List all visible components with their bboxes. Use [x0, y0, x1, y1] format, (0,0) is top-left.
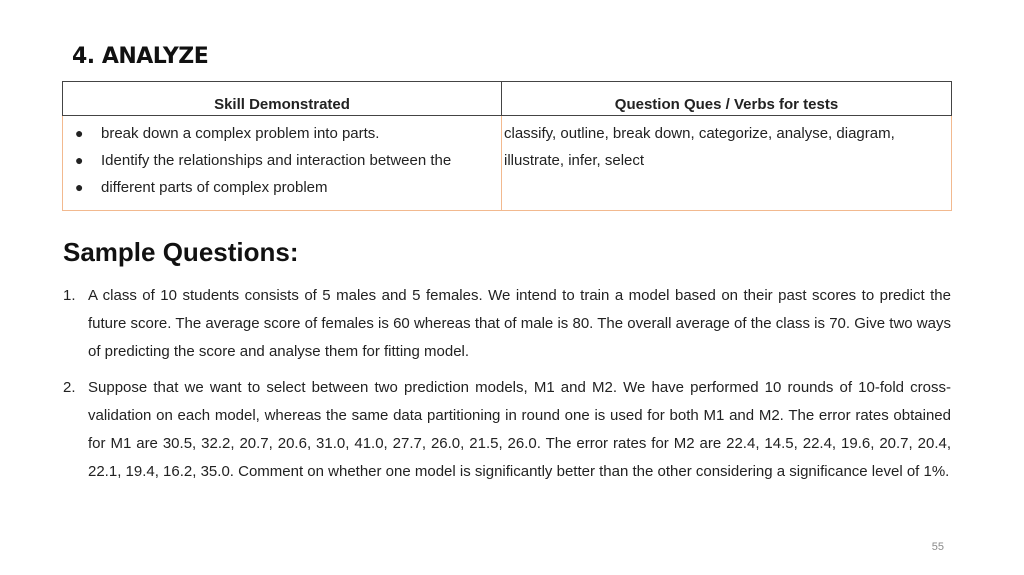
list-item [75, 174, 501, 201]
bullet-icon: ● [75, 125, 84, 141]
slide-title: 4. ANALYZE [72, 44, 209, 69]
skill-text: different parts of complex problem [101, 179, 328, 196]
questions-list [63, 282, 951, 494]
header-question-verbs: Question Ques / Verbs for tests [502, 82, 952, 116]
skill-list [63, 116, 501, 201]
skills-cell [63, 116, 502, 211]
bullet-icon: ● [75, 179, 84, 195]
page-number: 55 [931, 541, 944, 553]
verbs-cell [502, 116, 952, 211]
bullet-icon: ● [75, 152, 84, 168]
question-text: A class of 10 students consists of 5 males and 5 females. We intend to train a model based on their past scores to predict the future score. The average score of females is 60 whereas that of male is 80. The overall average of the class is 70. Give two ways of predicting the score and analyse them for fitting model. [88, 287, 951, 360]
table-row [63, 116, 952, 211]
skills-table [62, 81, 952, 211]
list-item [75, 120, 501, 147]
skill-text: Identify the relationships and interaction between the [101, 152, 452, 169]
question-number: 2. [63, 379, 76, 396]
sample-questions-heading: Sample Questions: [63, 237, 299, 267]
skill-text: break down a complex problem into parts. [101, 125, 380, 142]
question-text: Suppose that we want to select between two prediction models, M1 and M2. We have performed 10 rounds of 10-fold cross-validation on each model, whereas the same data partitioning in round one is used for both M1 and M2. The error rates obtained for M1 are 30.5, 32.2, 20.7, 20.6, 31.0, 41.0, 27.7, 26.0, 21.5, 26.0. The error rates for M2 are 22.4, 14.5, 22.4, 19.6, 20.7, 20.4, 22.1, 19.4, 16.2, 35.0. Comment on whether one model is significantly better than the other considering a significance level of 1%. [88, 379, 951, 480]
list-item [63, 374, 951, 486]
list-item [75, 147, 501, 174]
table-header-row [63, 82, 952, 116]
header-skill-demonstrated: Skill Demonstrated [63, 82, 502, 116]
list-item [63, 282, 951, 366]
verbs-text: classify, outline, break down, categorize, analyse, diagram, illustrate, infer, select [504, 125, 895, 169]
question-number: 1. [63, 287, 76, 304]
